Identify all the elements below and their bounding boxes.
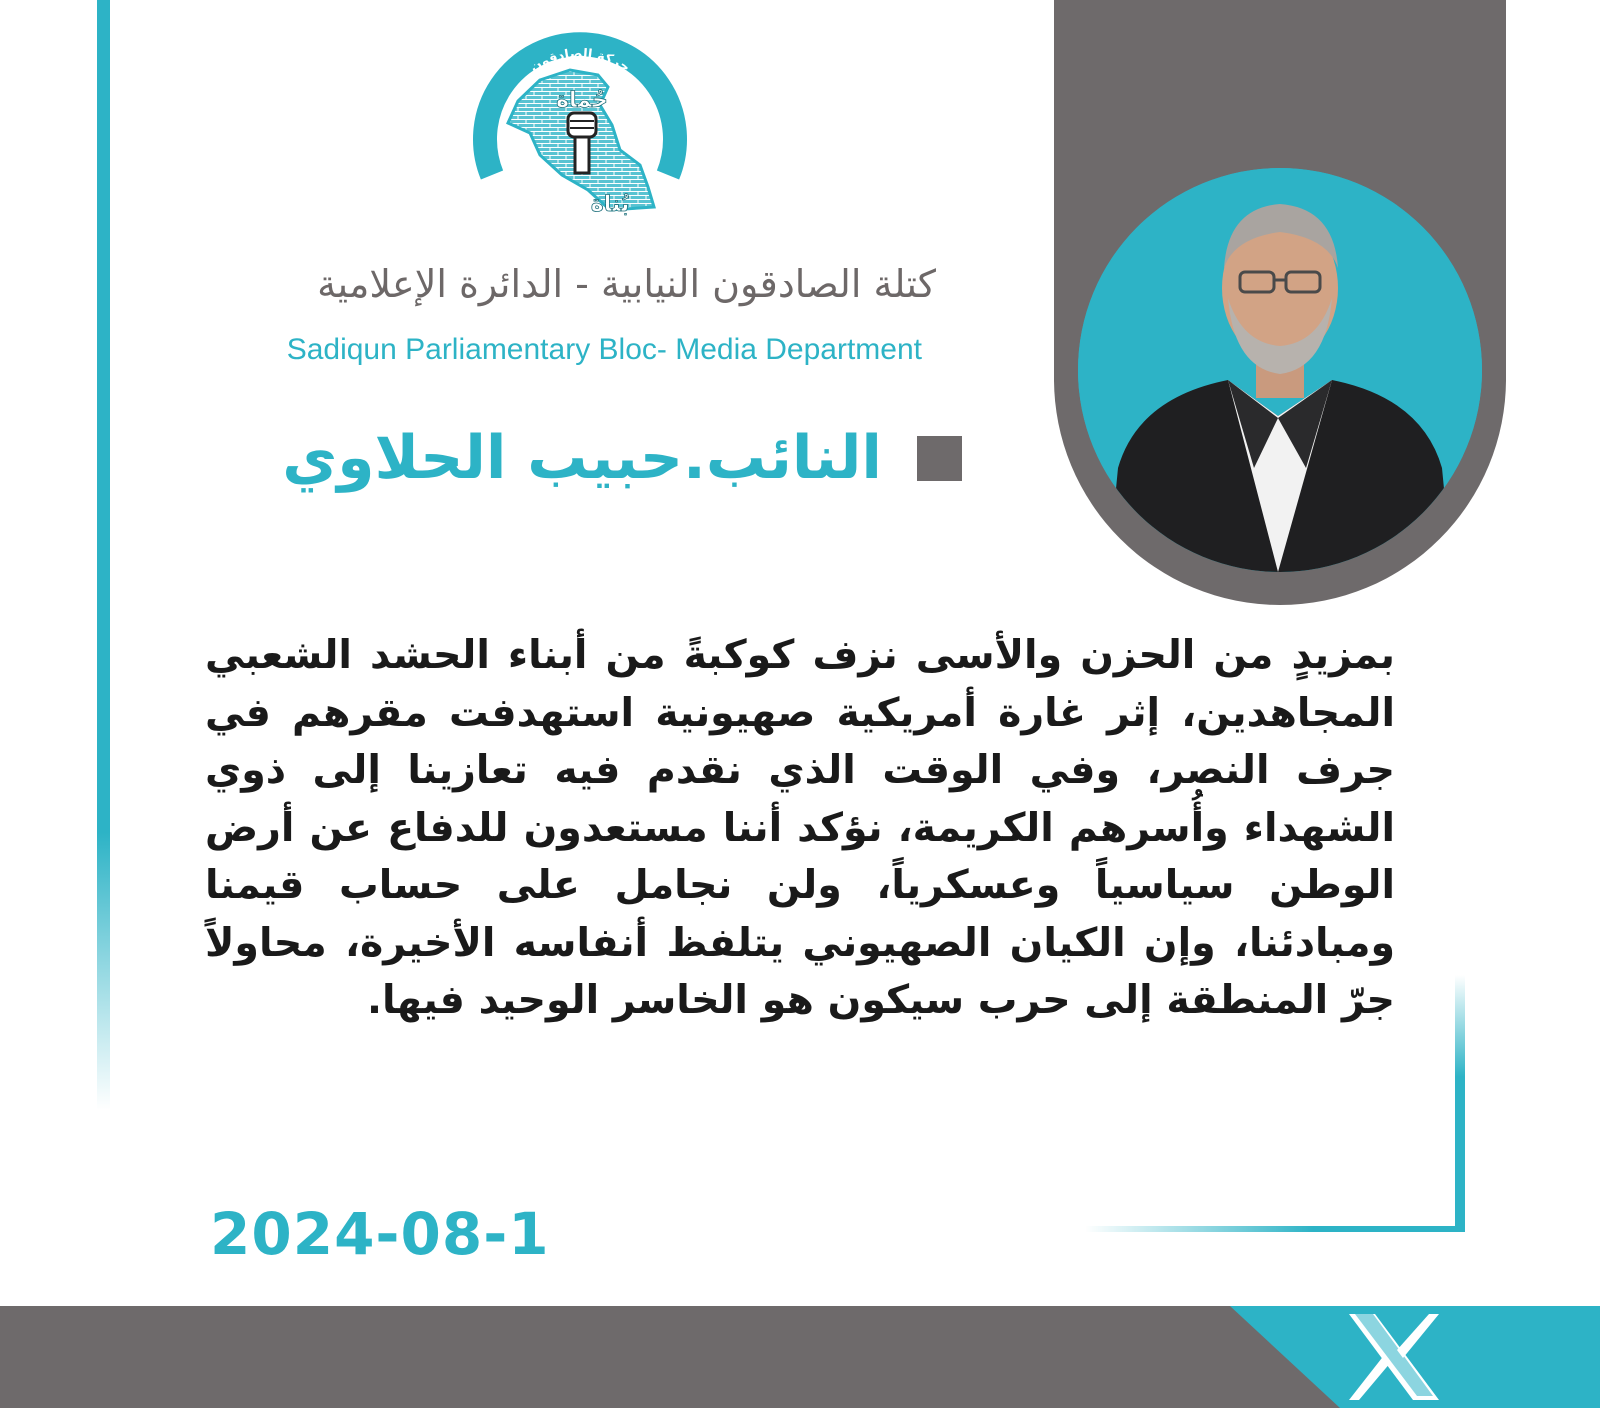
organization-name-arabic: كتلة الصادقون النيابية - الدائرة الإعلامية [317, 262, 936, 306]
svg-text:بُناة: بُناة [590, 192, 630, 217]
speaker-portrait [1078, 168, 1482, 572]
left-accent-bar [97, 0, 110, 1110]
organization-logo [470, 15, 690, 240]
speaker-heading [250, 418, 962, 498]
footer-bar [0, 1306, 1600, 1408]
decorative-frame-vertical [1455, 975, 1465, 1230]
decorative-frame-horizontal [1085, 1226, 1465, 1232]
speaker-name: النائب.حبيب الحلاوي [282, 423, 882, 493]
svg-text:حركة الصادقون: حركة الصادقون [527, 46, 633, 76]
statement-date: 2024-08-1 [210, 1200, 550, 1268]
bullet-square-icon [917, 436, 962, 481]
footer-bottom-strip [0, 1408, 1600, 1420]
organization-name-english: Sadiqun Parliamentary Bloc- Media Department [286, 333, 922, 366]
svg-text:حُماة: حُماة [556, 88, 608, 113]
statement-body: بمزيدٍ من الحزن والأسى نزف كوكبةً من أبناء الحشد الشعبي المجاهدين، إثر غارة أمريكية صهيونية استهدفت مقرهم في جرف النصر، وفي الوقت الذي نقدم فيه تعازينا إلى ذوي الشهداء وأُسرهم الكريمة، نؤكد أننا مستعدون للدفاع عن أرض الوطن سياسياً وعسكرياً، ولن نجامل على حساب قيمنا ومبادئنا، وإن الكيان الصهيوني يتلفظ أنفاسه الأخيرة، محاولاً جرّ المنطقة إلى حرب سيكون هو الخاسر الوحيد فيها. [205, 632, 1395, 1023]
x-logo-icon[interactable] [1345, 1312, 1443, 1402]
